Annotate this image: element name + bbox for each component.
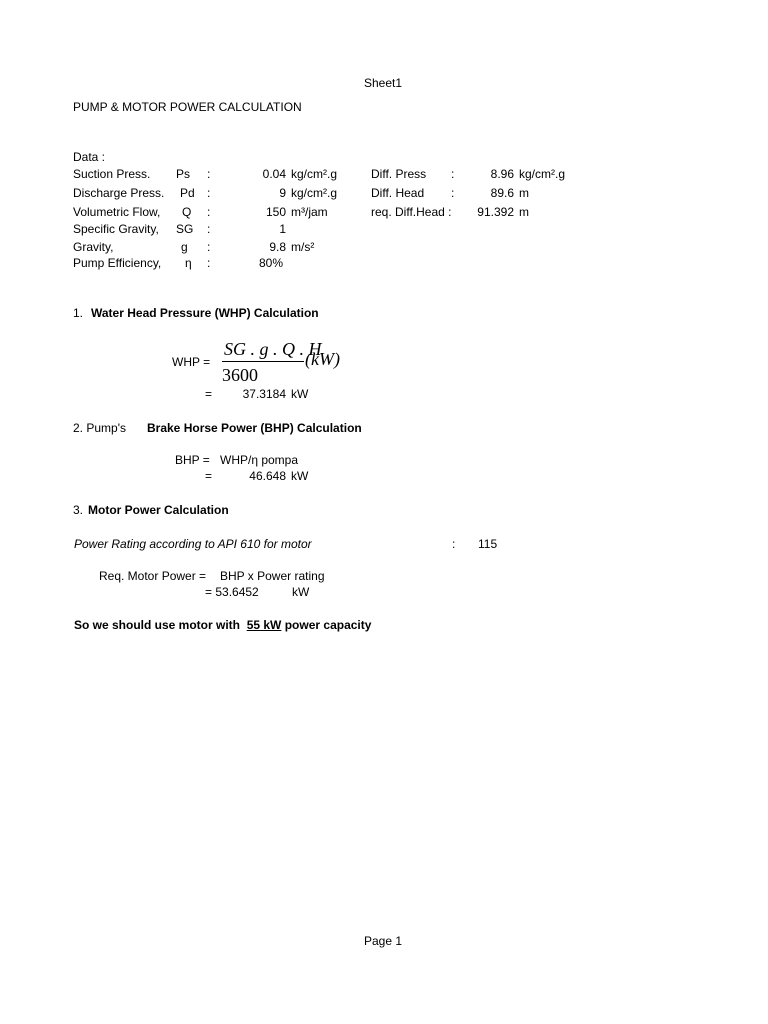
data-row-label: Specific Gravity, [73, 222, 159, 236]
diff-row-value: 8.96 [490, 167, 514, 181]
whp-label: WHP = [172, 355, 211, 369]
data-row-separator: : [207, 240, 211, 254]
data-row-label: Discharge Press. [73, 186, 165, 200]
section3-title: Motor Power Calculation [88, 503, 229, 517]
data-row-value: 0.04 [262, 167, 286, 181]
req-motor-power-result: = 53.6452 [205, 585, 259, 599]
data-row-separator: : [207, 186, 211, 200]
data-row-symbol: η [185, 256, 192, 270]
data-row-symbol: Ps [176, 167, 191, 181]
data-row-separator: : [207, 256, 211, 270]
section2-title: Brake Horse Power (BHP) Calculation [147, 421, 362, 435]
whp-result-unit: kW [291, 387, 309, 401]
document-title: PUMP & MOTOR POWER CALCULATION [73, 100, 302, 114]
section1-title: Water Head Pressure (WHP) Calculation [91, 306, 319, 320]
motor-size-value: 55 kW [246, 618, 282, 632]
diff-row-unit: m [519, 205, 529, 219]
data-row-label: Suction Press. [73, 167, 151, 181]
whp-equals: = [205, 387, 213, 401]
section3-number: 3. [73, 503, 84, 517]
page-footer: Page 1 [364, 934, 403, 948]
data-row-value: 80% [259, 256, 284, 270]
req-motor-power-formula: BHP x Power rating [220, 569, 325, 583]
bhp-label: BHP = [175, 453, 210, 467]
data-row-separator: : [207, 205, 211, 219]
conclusion [74, 618, 371, 632]
data-row-value: 150 [265, 205, 286, 219]
data-row-symbol: g [181, 240, 188, 254]
data-row-value: 9.8 [269, 240, 286, 254]
power-rating-value: 115 [478, 537, 498, 551]
data-row-value: 9 [279, 186, 286, 200]
req-motor-power-unit: kW [292, 585, 310, 599]
diff-row-label: Diff. Head [371, 186, 425, 200]
diff-row-separator: : [451, 186, 455, 200]
whp-numerator: SG . g . Q . H [224, 339, 322, 359]
conclusion-text-after: power capacity [284, 618, 372, 632]
diff-row-separator: : [451, 167, 455, 181]
fraction-bar [222, 361, 304, 362]
data-row-value: 1 [279, 222, 286, 236]
sheet-header: Sheet1 [364, 76, 403, 90]
whp-denominator: 3600 [222, 365, 258, 385]
data-row-separator: : [207, 222, 211, 236]
data-row-label: Gravity, [73, 240, 114, 254]
data-row-symbol: SG [176, 222, 194, 236]
data-row-label: Pump Efficiency, [73, 256, 162, 270]
data-row-unit: kg/cm².g [291, 167, 338, 181]
whp-result: 37.3184 [242, 387, 286, 401]
bhp-formula: WHP/η pompa [220, 453, 299, 467]
bhp-result-unit: kW [291, 469, 309, 483]
data-row-label: Volumetric Flow, [73, 205, 161, 219]
data-label: Data : [73, 150, 106, 164]
power-rating-separator: : [452, 537, 456, 551]
diff-row-unit: m [519, 186, 529, 200]
section2-prefix: 2. Pump's [73, 421, 126, 435]
diff-row-label: req. Diff.Head : [371, 205, 452, 219]
data-row-symbol: Pd [180, 186, 195, 200]
data-row-unit: m/s² [291, 240, 315, 254]
data-row-symbol: Q [182, 205, 192, 219]
conclusion-text-before: So we should use motor with [74, 618, 241, 632]
diff-row-value: 91.392 [477, 205, 514, 219]
diff-row-unit: kg/cm².g [519, 167, 566, 181]
data-row-unit: kg/cm².g [291, 186, 338, 200]
req-motor-power-label: Req. Motor Power = [99, 569, 207, 583]
diff-row-value: 89.6 [490, 186, 514, 200]
section1-number: 1. [73, 306, 84, 320]
diff-row-label: Diff. Press [371, 167, 427, 181]
whp-unit: (kW) [305, 349, 340, 369]
power-rating-label: Power Rating according to API 610 for motor [74, 537, 312, 551]
data-row-separator: : [207, 167, 211, 181]
bhp-result: 46.648 [249, 469, 286, 483]
data-row-unit: m³/jam [291, 205, 328, 219]
bhp-equals: = [205, 469, 213, 483]
